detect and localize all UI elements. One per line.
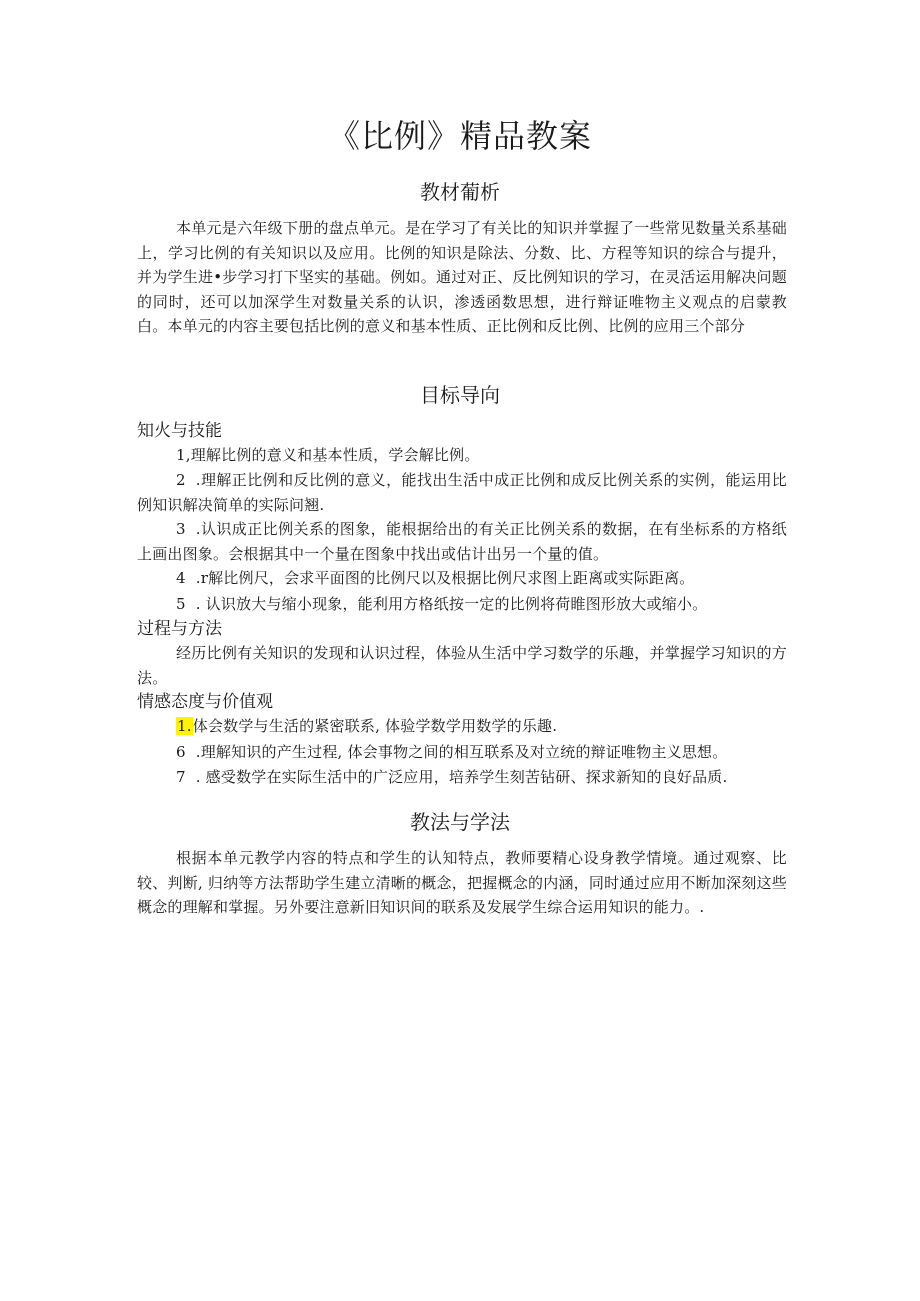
item-text: 理解比例的意义和基本性质，学会解比例。 xyxy=(190,446,480,464)
subheading-process-methods: 过程与方法 xyxy=(137,619,222,639)
item-number: 6 xyxy=(176,743,186,761)
methods-paragraph: 根据本单元教学内容的特点和学生的认知特点，教师要精心设身教学情境。通过观察、比较、判断, 归纳等方法帮助学生建立清晰的概念，把握概念的内涵，同时通过应用不断加深刻这些概念的理解和掌握。另外要注意新旧知识间的联系及发展学生综合运用知识的能力。. xyxy=(137,849,787,916)
process-paragraph: 经历比例有关知识的发现和认识过程，体验从生活中学习数学的乐趣，并掌握学习知识的方法。 xyxy=(137,644,787,687)
knowledge-item-4 xyxy=(137,566,787,591)
item-text: .认识成正比例关系的图象，能根据给出的有关正比例关系的数据，在有坐标系的方格纸上画出图象。会根据其中一个量在图象中找出或估计出另一个量的值。 xyxy=(137,520,787,563)
knowledge-item-3 xyxy=(137,517,787,566)
item-number: 1, xyxy=(176,446,191,464)
item-number: 3 xyxy=(176,520,186,538)
item-text: .r解比例尺，会求平面图的比例尺以及根据比例尺求图上距离或实际距离。 xyxy=(195,569,695,587)
attitude-item-1 xyxy=(137,714,787,739)
subheading-attitude-values: 情感态度与价值观 xyxy=(137,692,273,712)
analysis-paragraph: 本单元是六年级下册的盘点单元。是在学习了有关比的知识并掌握了一些常见数量关系基础上，学习比例的有关知识以及应用。比例的知识是除法、分数、比、方程等知识的综合与提升，并为学生进•步学习打下坚实的基础。例如。通过对正、反比例知识的学习，在灵活运用解决问题的同时，还可以加深学生对数量关系的认识，渗透函数思想，进行辩证唯物主义观点的启蒙教白。本单元的内容主要包括比例的意义和基本性质、正比例和反比例、比例的应用三个部分 xyxy=(137,219,787,335)
knowledge-item-1 xyxy=(137,443,787,468)
item-text: 体会数学与生活的紧密联系, 体验学数学用数学的乐趣. xyxy=(192,717,558,735)
knowledge-item-2 xyxy=(137,468,787,517)
item-text: .理解正比例和反比例的意义，能找出生活中成正比例和成反比例关系的实例，能运用比例知识解决简单的实际问翘. xyxy=(137,471,787,514)
section-heading-methods: 教法与学法 xyxy=(410,810,510,834)
section-heading-goals: 目标导向 xyxy=(420,383,500,407)
item-number: 2 xyxy=(176,471,186,489)
document-title: 《比例》精品教案 xyxy=(327,117,592,155)
item-number: 5 xyxy=(176,595,186,613)
item-text: . 认识放大与缩小现象，能利用方格纸按一定的比例将荷睢图形放大或缩小。 xyxy=(195,595,708,613)
item-text: .理解知识的产生过程, 体会事物之间的相互联系及对立统的辩证唯物主义思想。 xyxy=(195,743,728,761)
attitude-item-3 xyxy=(137,765,787,790)
knowledge-item-5 xyxy=(137,592,787,617)
section-heading-analysis: 教材葡析 xyxy=(420,180,500,204)
item-number: 4 xyxy=(176,569,186,587)
subheading-knowledge-skills: 知火与技能 xyxy=(137,421,222,441)
attitude-item-2 xyxy=(137,740,787,765)
item-text: . 感受数学在实际生活中的广泛应用，培养学生刻苦钻研、探求新知的良好品质. xyxy=(195,768,728,786)
item-number-highlighted: 1. xyxy=(177,717,192,735)
item-number: 7 xyxy=(176,768,186,786)
